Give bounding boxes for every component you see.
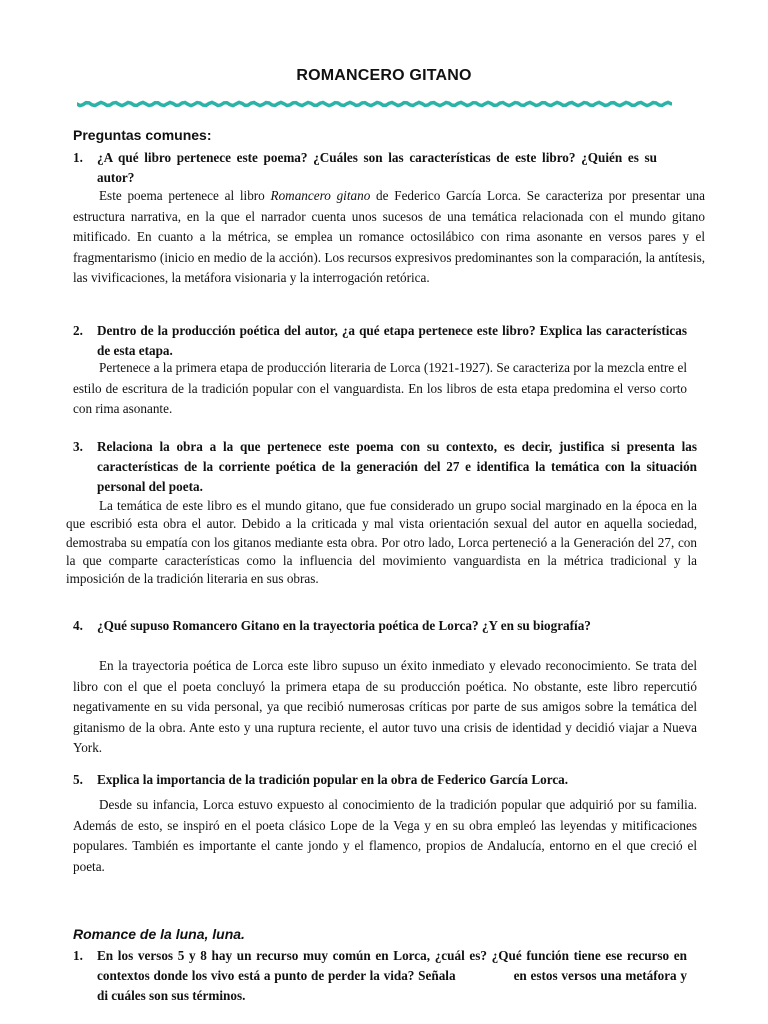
answer-1: Este poema pertenece al libro Romancero gitano de Federico García Lorca. Se caracteriza por presentar una estructura narrativa, en la que el narrador cuenta unos sucesos de una temática relacionada con el mundo gitano mitificado. En cuanto a la métrica, se emplea un romance octosilábico con rima asonante en versos pares y el fragmentarismo (inicio en medio de la acción). Los recursos expresivos predominantes son la comparación, la antítesis, las vivificaciones, la metáfora visionaria y la interrogación retórica.	[73, 188, 706, 285]
question-1	[73, 148, 697, 188]
question-5	[73, 770, 697, 790]
question-number: 4.	[73, 618, 83, 633]
answer-4: En la trayectoria poética de Lorca este libro supuso un éxito inmediato y elevado reconocimiento. Se trata del libro con el que el poeta concluyó la primera etapa de su producción poética. No obstante, este libro repercutió negativamente en su vida personal, ya que recibió numerosas críticas por parte de sus amigos sobre la temática del gitanismo de la obra. Ante esto y una ruptura reciente, el autor tuvo una crisis de identidad y decidió viajar a Nueva York.	[73, 658, 697, 755]
answer-2: Pertenece a la primera etapa de producción literaria de Lorca (1921-1927). Se caracteriza por la mezcla entre el estilo de escritura de la tradición popular con el vanguardista. En los libros de esta etapa predomina el verso corto con rima asonante.	[73, 360, 687, 416]
question-3	[73, 437, 697, 497]
section-heading-common: Preguntas comunes:	[73, 127, 212, 143]
question-text: Relaciona la obra a la que pertenece este poema con su contexto, es decir, justifica si presenta las características de la corriente poética de la generación del 27 e identifica la temática con la situación personal del poeta.	[97, 439, 697, 494]
question-2	[73, 321, 697, 361]
question-number: 2.	[73, 323, 83, 338]
question-text: ¿A qué libro pertenece este poema? ¿Cuáles son las características de este libro? ¿Quién es su autor?	[97, 150, 657, 185]
question-number: 3.	[73, 439, 83, 454]
question-text: En los versos 5 y 8 hay un recurso muy común en Lorca, ¿cuál es? ¿Qué función tiene ese recurso en contextos donde los vivo está a punto de perder la vida? Señala en estos versos una metáfora y di cuáles son sus términos.	[97, 948, 688, 1003]
question-text: Explica la importancia de la tradición popular en la obra de Federico García Lorca.	[97, 772, 569, 787]
decorative-divider	[77, 100, 672, 108]
document-title: ROMANCERO GITANO	[296, 67, 472, 84]
question-number: 1.	[73, 150, 83, 165]
answer-3: La temática de este libro es el mundo gitano, que fue considerado un grupo social marginado en la época en la que escribió esta obra el autor. Debido a la criticada y mal vista orientación sexual del autor en aquella sociedad, demostraba su empatía con los gitanos mediante esta obra. Por otro lado, Lorca perteneció a la Generación del 27, con la que comparte características como la influencia del movimiento vanguardista en la métrica tradicional y la imposición de la tradición literaria en sus obras.	[66, 498, 697, 587]
question-4	[73, 616, 697, 636]
romance-question-1	[73, 946, 697, 1006]
question-number: 1.	[73, 948, 83, 963]
answer-5: Desde su infancia, Lorca estuvo expuesto al conocimiento de la tradición popular que adquirió por su familia. Además de esto, se inspiró en el poeta clásico Lope de la Vega y en su obra empleó las leyendas y mitificaciones populares. También es importante el cante jondo y el flamenco, propios de Andalucía, entorno en el que creció el poeta.	[73, 797, 697, 874]
book-title-italic: Romancero gitano	[270, 188, 371, 203]
question-text: Dentro de la producción poética del autor, ¿a qué etapa pertenece este libro? Explica las características de esta etapa.	[97, 323, 687, 358]
question-text: ¿Qué supuso Romancero Gitano en la trayectoria poética de Lorca? ¿Y en su biografía?	[97, 618, 591, 633]
section-heading-romance: Romance de la luna, luna.	[73, 926, 245, 942]
question-number: 5.	[73, 772, 83, 787]
